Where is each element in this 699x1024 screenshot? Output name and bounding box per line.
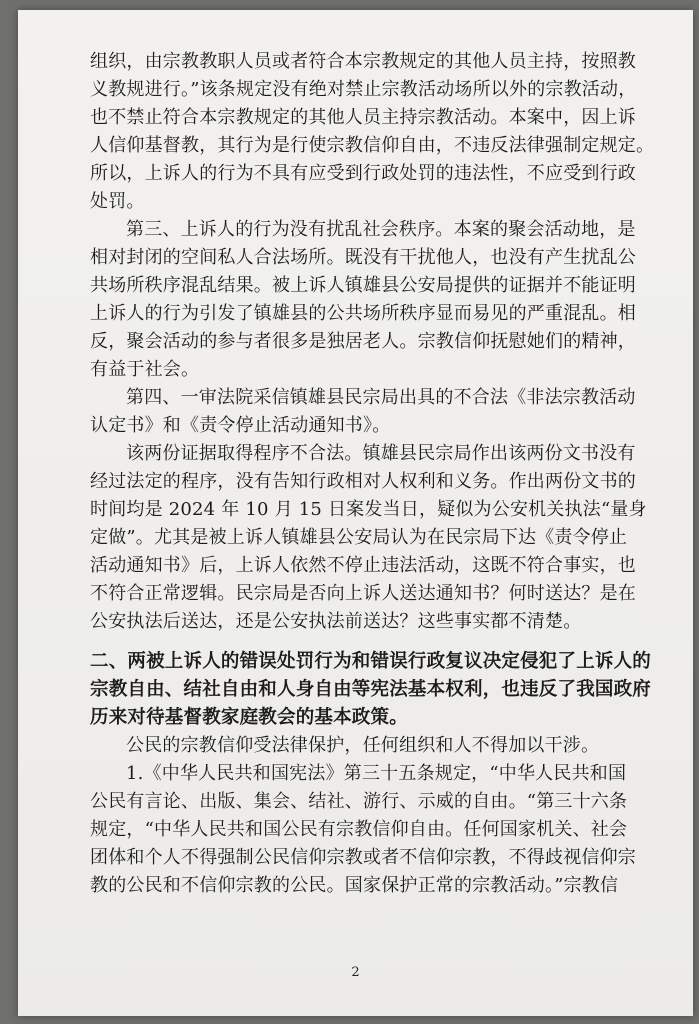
paragraph-start-line: 第四、一审法院采信镇雄县民宗局出具的不合法《非法宗教活动 xyxy=(126,387,636,408)
text-line: 组织，由宗教教职人员或者符合本宗教规定的其他人员主持，按照教 xyxy=(90,51,636,72)
text-line: 人信仰基督教，其行为是行使宗教信仰自由，不违反法律强制定规定。 xyxy=(90,135,655,156)
text-line: 公安执法后送达，还是公安执法前送达？这些事实都不清楚。 xyxy=(90,611,582,632)
section-heading-line: 二、两被上诉人的错误处罚行为和错误行政复议决定侵犯了上诉人的 xyxy=(90,651,652,672)
text-line: 认定书》和《责令停止活动通知书》。 xyxy=(90,415,391,436)
text-line: 上诉人的行为引发了镇雄县的公共场所秩序显而易见的严重混乱。相 xyxy=(90,303,636,324)
paragraph-start-line: 该两份证据取得程序不合法。镇雄县民宗局作出该两份文书没有 xyxy=(126,443,636,464)
section-heading-line: 宗教自由、结社自由和人身自由等宪法基本权利，也违反了我国政府 xyxy=(90,679,652,700)
page-number: 2 xyxy=(351,965,360,980)
paragraph-gap xyxy=(90,636,640,648)
text-line: 也不禁止符合本宗教规定的其他人员主持宗教活动。本案中，因上诉 xyxy=(90,107,636,128)
text-line: 有益于社会。 xyxy=(90,359,200,380)
text-line: 时间均是 2024 年 10 月 15 日案发当日，疑似为公安机关执法“量身 xyxy=(90,499,647,520)
paragraph-start-line: 公民的宗教信仰受法律保护，任何组织和人不得加以干涉。 xyxy=(126,735,600,756)
text-line: 团体和个人不得强制公民信仰宗教或者不信仰宗教，不得歧视信仰宗 xyxy=(90,847,636,868)
text-line: 处罚。 xyxy=(90,191,145,212)
text-line: 教的公民和不信仰宗教的公民。国家保护正常的宗教活动。”宗教信 xyxy=(90,875,619,896)
text-line: 所以，上诉人的行为不具有应受到行政处罚的违法性，不应受到行政 xyxy=(90,163,636,184)
paragraph-start-line: 1.《中华人民共和国宪法》第三十五条规定，“中华人民共和国 xyxy=(126,763,627,784)
text-line: 活动通知书》后，上诉人依然不停止违法活动，这既不符合事实，也 xyxy=(90,555,636,576)
text-line: 规定，“中华人民共和国公民有宗教信仰自由。任何国家机关、社会 xyxy=(90,819,628,840)
text-line: 反，聚会活动的参与者很多是独居老人。宗教信仰抚慰她们的精神， xyxy=(90,331,636,352)
text-line: 经过法定的程序，没有告知行政相对人权利和义务。作出两份文书的 xyxy=(90,471,636,492)
document-body xyxy=(90,48,655,900)
text-line: 义教规进行。”该条规定没有绝对禁止宗教活动场所以外的宗教活动， xyxy=(90,79,637,100)
text-line: 相对封闭的空间私人合法场所。既没有干扰他人，也没有产生扰乱公 xyxy=(90,247,636,268)
document-page xyxy=(18,10,693,1016)
text-line: 不符合正常逻辑。民宗局是否向上诉人送达通知书？何时送达？是在 xyxy=(90,583,636,604)
text-line: 定做”。尤其是被上诉人镇雄县公安局认为在民宗局下达《责令停止 xyxy=(90,527,628,548)
text-line: 共场所秩序混乱结果。被上诉人镇雄县公安局提供的证据并不能证明 xyxy=(90,275,636,296)
text-line: 公民有言论、出版、集会、结社、游行、示威的自由。“第三十六条 xyxy=(90,791,628,812)
section-heading-line: 历来对待基督教家庭教会的基本政策。 xyxy=(90,707,408,728)
paragraph-start-line: 第三、上诉人的行为没有扰乱社会秩序。本案的聚会活动地，是 xyxy=(126,219,636,240)
